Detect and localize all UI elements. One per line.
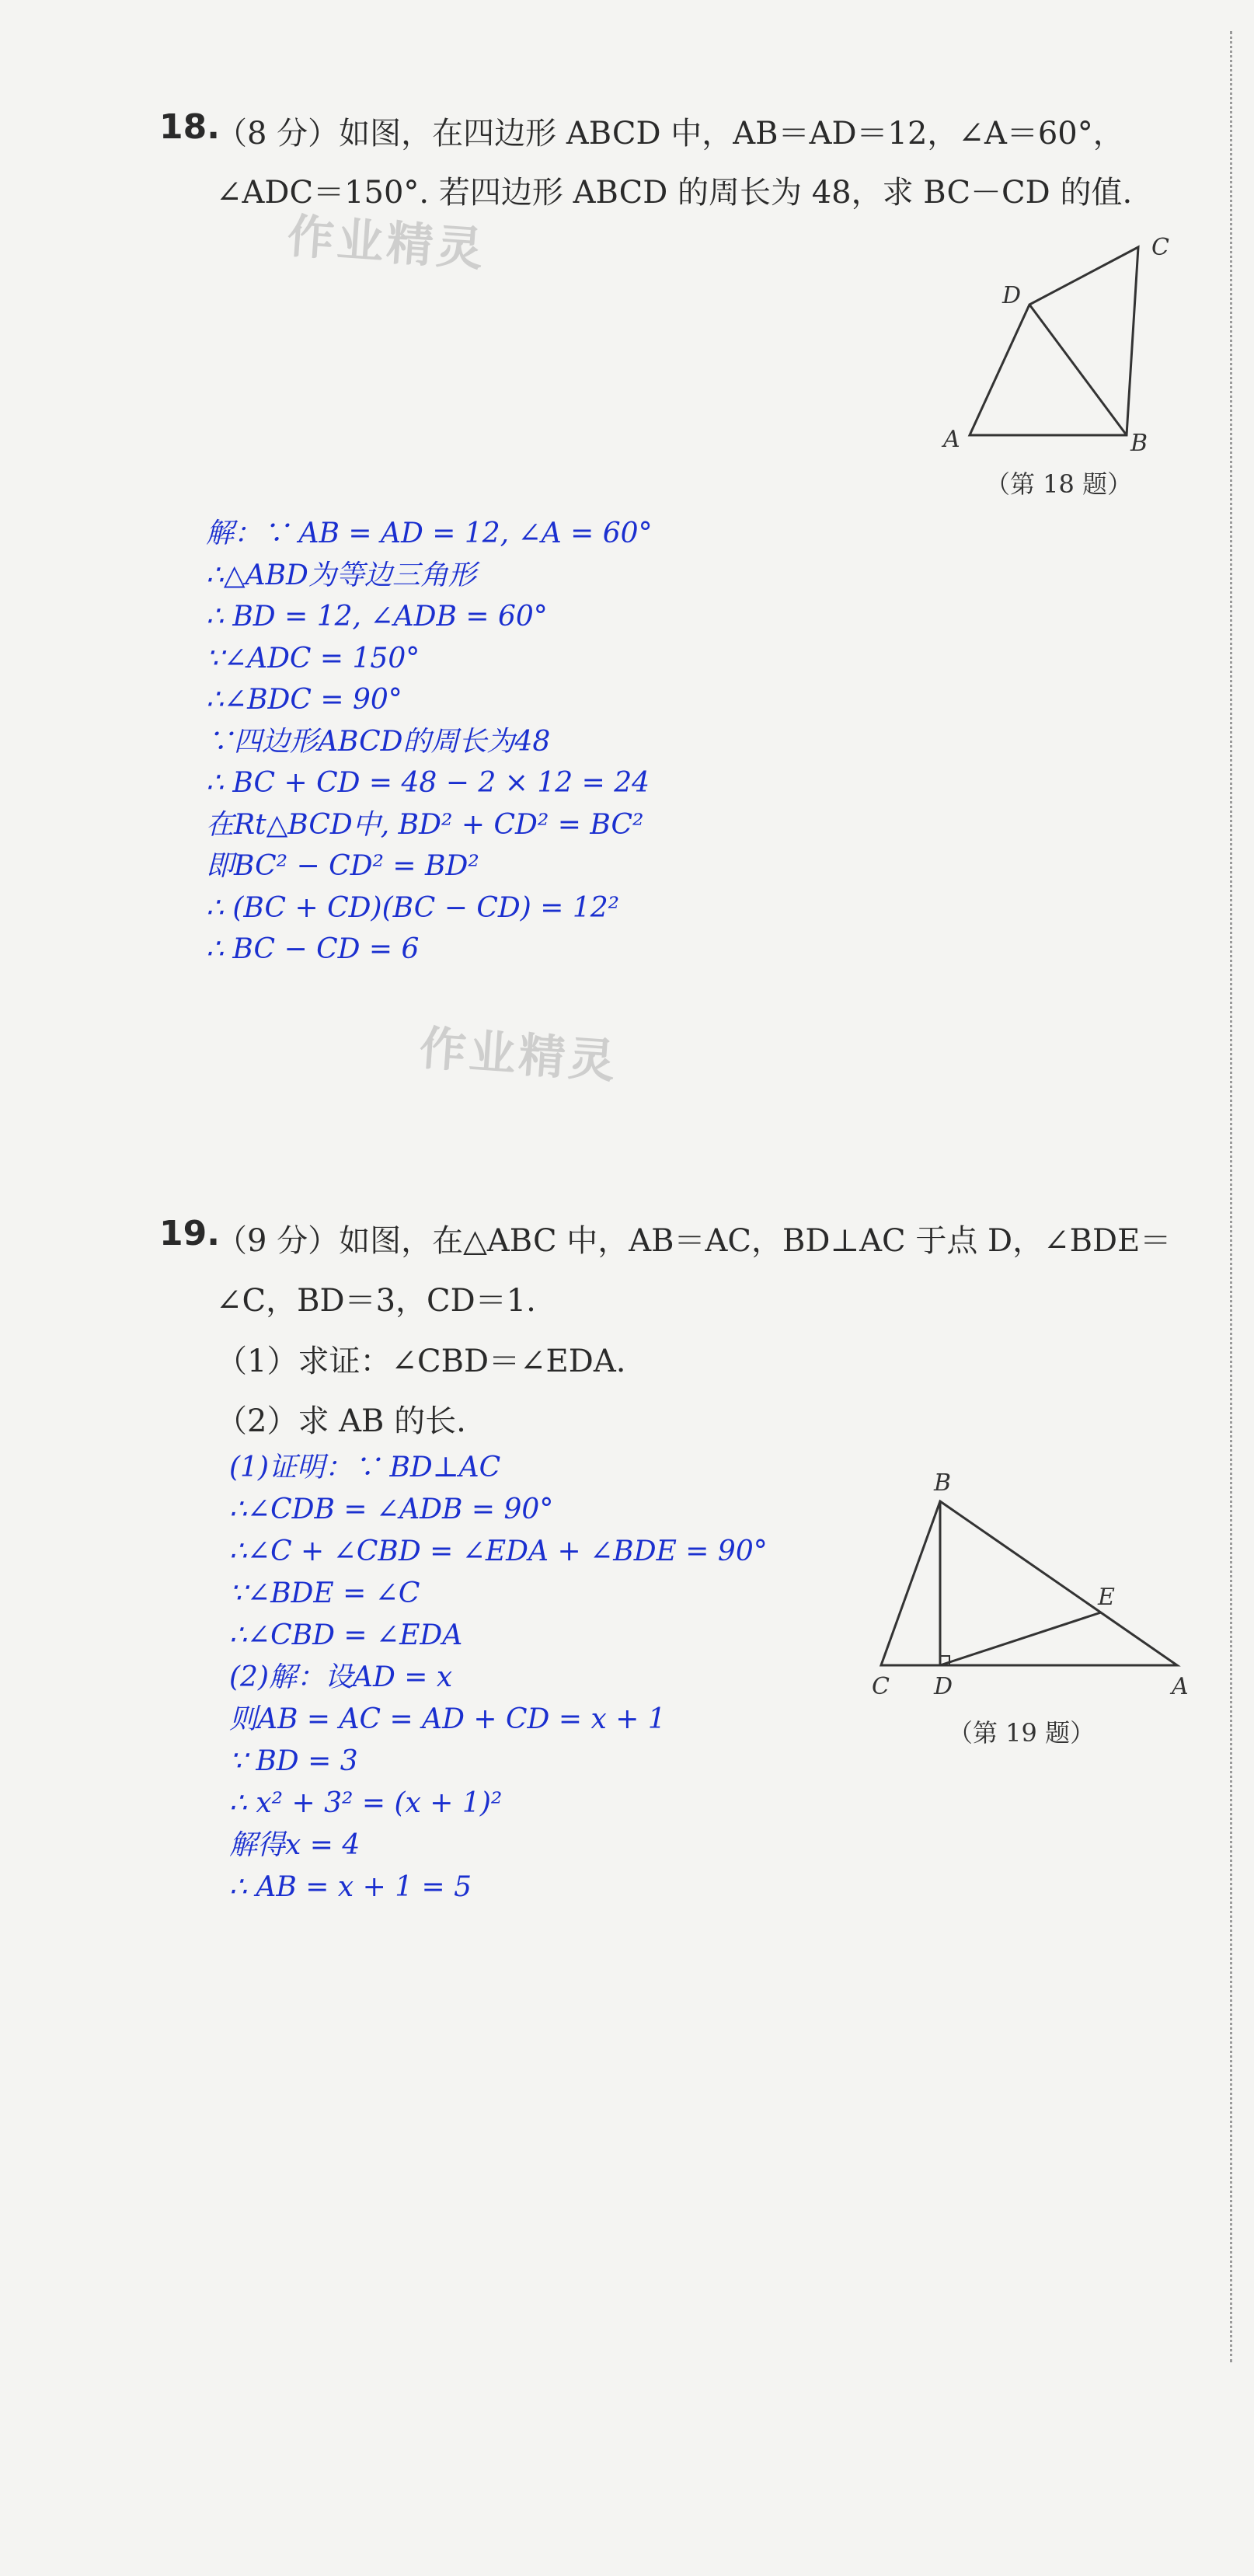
fig19-label-A: A xyxy=(1172,1673,1189,1700)
question-19-part2: （2）求 AB 的长. xyxy=(216,1403,466,1439)
fig19-label-E: E xyxy=(1098,1584,1115,1611)
fig18-label-C: C xyxy=(1151,234,1169,261)
solution-18-line: ∴ BD = 12, ∠ADB = 60° xyxy=(206,601,548,633)
solution-19-line: ∵ BD = 3 xyxy=(229,1745,358,1777)
watermark: 作业精灵 xyxy=(417,1021,620,1089)
fig18-label-A: A xyxy=(943,426,960,453)
question-19-part1: （1）求证：∠CBD＝∠EDA. xyxy=(216,1344,626,1379)
figure-19-caption: （第 19 题） xyxy=(948,1718,1096,1748)
solution-19-line: 解得x = 4 xyxy=(229,1829,361,1861)
figure-18 xyxy=(932,233,1189,466)
solution-19-line: ∴ AB = x + 1 = 5 xyxy=(229,1871,472,1903)
figure-18-caption: （第 18 题） xyxy=(985,469,1133,499)
solution-19-line: ∴∠CBD = ∠EDA xyxy=(229,1619,463,1651)
solution-18-line: 即BC² − CD² = BD² xyxy=(206,850,479,882)
question-18-line2: ∠ADC＝150°. 若四边形 ABCD 的周长为 48，求 BC－CD 的值. xyxy=(216,175,1133,211)
question-18-line1: （8 分）如图，在四边形 ABCD 中，AB＝AD＝12，∠A＝60°， xyxy=(216,116,1124,152)
fig18-label-B: B xyxy=(1130,430,1148,457)
question-19-number: 19. xyxy=(159,1214,220,1253)
fig19-label-B: B xyxy=(934,1469,952,1497)
solution-19-line: ∴∠CDB = ∠ADB = 90° xyxy=(229,1494,554,1525)
solution-19-line: ∴ x² + 3² = (x + 1)² xyxy=(229,1787,503,1819)
fig19-label-C: C xyxy=(872,1673,890,1700)
question-18-number: 18. xyxy=(159,107,220,147)
solution-18-line: ∵∠ADC = 150° xyxy=(206,642,420,675)
solution-18-line: ∴∠BDC = 90° xyxy=(206,684,402,716)
solution-18-line: 解：∵ AB = AD = 12, ∠A = 60° xyxy=(206,518,653,549)
question-19-line2: ∠C，BD＝3，CD＝1. xyxy=(216,1283,536,1319)
solution-19-line: ∵∠BDE = ∠C xyxy=(229,1577,420,1609)
solution-19-line: (1)证明：∵ BD⊥AC xyxy=(229,1452,501,1483)
solution-18 xyxy=(206,513,653,971)
solution-18-line: ∴ BC − CD = 6 xyxy=(206,933,420,965)
solution-18-line: 在Rt△BCD中, BD² + CD² = BC² xyxy=(206,808,644,841)
margin-dotted-line xyxy=(1230,31,1232,2362)
solution-19-line: 则AB = AC = AD + CD = x + 1 xyxy=(229,1703,666,1735)
solution-19-line: ∴∠C + ∠CBD = ∠EDA + ∠BDE = 90° xyxy=(229,1535,768,1567)
solution-19-line: (2)解：设AD = x xyxy=(229,1661,453,1693)
solution-18-line: ∴△ABD为等边三角形 xyxy=(206,559,476,591)
solution-18-line: ∴ (BC + CD)(BC − CD) = 12² xyxy=(206,891,620,924)
solution-18-line: ∴ BC + CD = 48 − 2 × 12 = 24 xyxy=(206,767,650,799)
fig18-label-D: D xyxy=(1002,282,1022,309)
watermark: 作业精灵 xyxy=(285,209,488,277)
solution-18-line: ∵四边形ABCD的周长为48 xyxy=(206,725,551,758)
question-19-line1: （9 分）如图，在△ABC 中，AB＝AC，BD⊥AC 于点 D，∠BDE＝ xyxy=(216,1223,1172,1259)
solution-19 xyxy=(229,1447,768,1908)
figure-19 xyxy=(862,1461,1204,1702)
fig19-label-D: D xyxy=(934,1673,953,1700)
